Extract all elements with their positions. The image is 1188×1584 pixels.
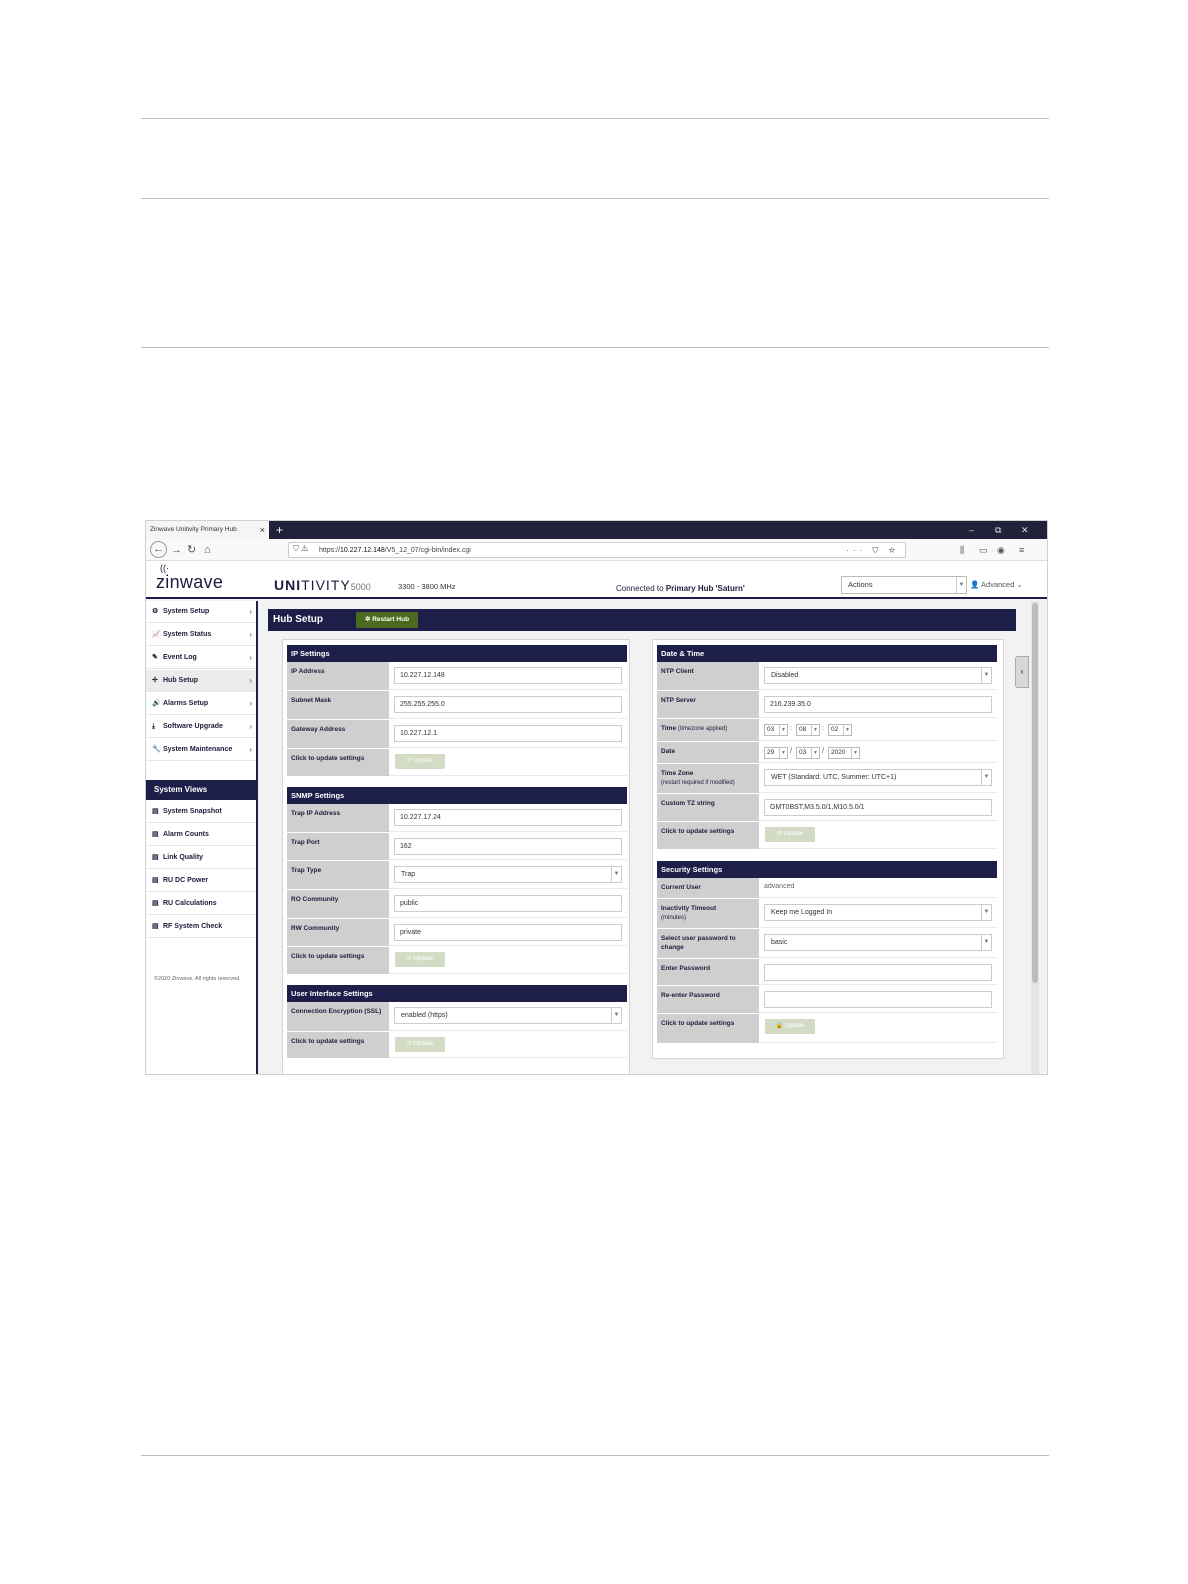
field-label: RW Community: [287, 919, 389, 946]
timeout-select[interactable]: Keep me Logged In ▼: [764, 904, 992, 921]
brand-logo: zinwave: [156, 572, 224, 592]
system-views-heading: System Views: [146, 780, 256, 800]
chevron-right-icon: ›: [249, 699, 252, 708]
field-label: Click to update settings: [287, 947, 389, 974]
current-user-value: advanced: [764, 883, 795, 890]
document-rule-3: [141, 347, 1049, 348]
network-icon: ✢: [152, 677, 158, 684]
rw-community-row: [287, 919, 627, 947]
chevron-down-icon: ▼: [811, 725, 819, 735]
document-rule-1: [141, 118, 1049, 119]
time-hour-select[interactable]: 03 ▼: [764, 724, 788, 736]
wifi-logo-icon: ((·: [160, 563, 169, 573]
new-tab-icon[interactable]: +: [276, 523, 284, 537]
ui-update-row: [287, 1032, 627, 1059]
view-ru-calculations[interactable]: ▤ RU Calculations: [146, 893, 256, 915]
chevron-down-icon: ▼: [851, 748, 859, 758]
chevron-down-icon: ▼: [981, 935, 991, 950]
chevron-down-icon: ▼: [811, 748, 819, 758]
app-header: [146, 561, 1048, 599]
chevron-down-icon: ▼: [611, 1008, 621, 1023]
date-year-select[interactable]: 2020 ▼: [828, 747, 860, 759]
library-icon[interactable]: ⫼: [960, 545, 965, 555]
ntp-server-row: [657, 691, 997, 719]
field-label: Click to update settings: [287, 749, 389, 776]
restart-icon: ✲: [364, 616, 373, 623]
restart-hub-button[interactable]: ✲ Restart Hub: [356, 612, 418, 628]
sidebar-item-system-setup[interactable]: ⚙ System Setup ›: [146, 601, 256, 623]
chevron-down-icon: ▼: [779, 725, 787, 735]
enter-password-input[interactable]: [764, 964, 992, 981]
reenter-password-row: [657, 986, 997, 1014]
refresh-icon: ⟳: [406, 956, 414, 962]
back-icon[interactable]: ←: [150, 541, 167, 558]
timeout-row: [657, 899, 997, 929]
collapse-panel-handle[interactable]: [1015, 656, 1029, 688]
sidebar-item-system-maintenance[interactable]: 🔧 System Maintenance ›: [146, 739, 256, 761]
chevron-down-icon: ▼: [779, 748, 787, 758]
ip-address-row: [287, 662, 627, 691]
field-label: Click to update settings: [657, 1014, 759, 1043]
field-label: Custom TZ string: [657, 794, 759, 821]
ssl-select[interactable]: enabled (https) ▼: [394, 1007, 622, 1024]
field-label: Re-enter Password: [657, 986, 759, 1013]
trap-ip-row: [287, 804, 627, 833]
chevron-right-icon: ›: [249, 653, 252, 662]
date-separator: /: [790, 748, 792, 755]
ip-address-input[interactable]: 10.227.12.148: [394, 667, 622, 684]
chevron-right-icon: ›: [249, 745, 252, 754]
field-label: NTP Server: [657, 691, 759, 718]
security-update-button[interactable]: 🔒 Update: [765, 1019, 815, 1034]
trap-type-select[interactable]: Trap ▼: [394, 866, 622, 883]
snmp-update-row: [287, 947, 627, 975]
table-icon: ▤: [152, 923, 159, 930]
field-label: Inactivity Timeout (minutes): [657, 899, 759, 928]
lock-icon: 🔒: [775, 1023, 785, 1029]
time-separator: :: [822, 725, 824, 732]
wrench-icon: 🔧: [152, 746, 161, 753]
panel-title: User Interface Settings: [287, 985, 627, 1002]
field-label: Gateway Address: [287, 720, 389, 748]
chevron-down-icon: ▼: [981, 668, 991, 683]
sidebar-item-alarms-setup[interactable]: 🔊 Alarms Setup ›: [146, 693, 256, 715]
url-text: https://10.227.12.148/V5_12_07/cgi-bin/index.cgi: [319, 547, 471, 554]
custom-tz-input[interactable]: GMT0BST,M3.5.0/1,M10.5.0/1: [764, 799, 992, 816]
timezone-row: [657, 764, 997, 794]
time-minute-select[interactable]: 08 ▼: [796, 724, 820, 736]
copyright: ©2020 Zinwave. All rights reserved.: [154, 976, 241, 982]
panel-title: Security Settings: [657, 861, 997, 878]
date-row: [657, 742, 997, 764]
trap-port-input[interactable]: 162: [394, 838, 622, 855]
field-label: Time (timezone applied): [657, 719, 759, 741]
date-time-panel: [657, 645, 997, 851]
chevron-right-icon: ›: [249, 630, 252, 639]
sidebar: [146, 601, 258, 1075]
refresh-icon: ⟳: [776, 831, 784, 837]
view-link-quality[interactable]: ▤ Link Quality: [146, 847, 256, 869]
view-ru-dc-power[interactable]: ▤ RU DC Power: [146, 870, 256, 892]
screenshot: [145, 520, 1048, 1075]
browser-nav-bar: [146, 539, 1048, 561]
field-label: Enter Password: [657, 959, 759, 985]
snmp-settings-panel: [287, 787, 627, 977]
speaker-icon: 🔊: [152, 700, 161, 707]
ro-community-input[interactable]: public: [394, 895, 622, 912]
url-bar[interactable]: [288, 542, 906, 558]
panel-title: SNMP Settings: [287, 787, 627, 804]
sidebar-item-software-upgrade[interactable]: ⤓ Software Upgrade ›: [146, 716, 256, 738]
gear-icon: ⚙: [152, 608, 159, 615]
main-content: [268, 609, 1016, 1075]
reload-icon[interactable]: ↻: [187, 544, 197, 556]
user-icon: 👤: [970, 580, 980, 589]
connection-status: Connected to Primary Hub 'Saturn': [616, 584, 745, 593]
actions-dropdown[interactable]: Actions ▼: [841, 576, 967, 594]
download-icon: ⤓: [152, 723, 156, 730]
field-label: Select user password to change: [657, 929, 759, 958]
page-title: Hub Setup: [273, 614, 323, 625]
panel-title: IP Settings: [287, 645, 627, 662]
chevron-down-icon: ⌄: [1016, 580, 1023, 589]
ro-community-row: [287, 890, 627, 919]
field-label: RO Community: [287, 890, 389, 918]
field-label: Date: [657, 742, 759, 763]
account-icon[interactable]: ◉: [997, 545, 1005, 555]
field-label: Connection Encryption (SSL): [287, 1002, 389, 1031]
ssl-row: [287, 1002, 627, 1032]
trap-type-row: [287, 861, 627, 890]
edit-icon: ✎: [152, 654, 158, 661]
sidebar-item-system-status[interactable]: 📈 System Status ›: [146, 624, 256, 646]
ntp-server-input[interactable]: 216.239.35.0: [764, 696, 992, 713]
enter-password-row: [657, 959, 997, 986]
tab-close-icon[interactable]: ×: [259, 525, 265, 535]
subnet-mask-row: [287, 691, 627, 720]
ui-update-button[interactable]: ⟳ Update: [395, 1037, 445, 1052]
date-separator: /: [822, 748, 824, 755]
frequency-band: 3300 - 3800 MHz: [398, 582, 456, 591]
ui-settings-panel: [287, 985, 627, 1065]
ip-settings-panel: [287, 645, 627, 779]
field-label: NTP Client: [657, 662, 759, 690]
table-icon: ▤: [152, 900, 159, 907]
reenter-password-input[interactable]: [764, 991, 992, 1008]
document-rule-4: [141, 1455, 1049, 1456]
custom-tz-row: [657, 794, 997, 822]
forward-icon[interactable]: →: [171, 544, 182, 556]
field-label: Trap IP Address: [287, 804, 389, 832]
field-label: IP Address: [287, 662, 389, 690]
ip-update-row: [287, 749, 627, 777]
view-alarm-counts[interactable]: ▤ Alarm Counts: [146, 824, 256, 846]
ntp-client-row: [657, 662, 997, 691]
chevron-down-icon: ▼: [981, 905, 991, 920]
gateway-row: [287, 720, 627, 749]
gateway-input[interactable]: 10.227.12.1: [394, 725, 622, 742]
ntp-client-select[interactable]: Disabled ▼: [764, 667, 992, 684]
restore-icon[interactable]: ⧉: [995, 525, 1002, 535]
scrollbar-thumb[interactable]: [1032, 603, 1038, 983]
field-label: Subnet Mask: [287, 691, 389, 719]
browser-tab-bar: [146, 521, 1048, 539]
trap-port-row: [287, 833, 627, 861]
product-name: UNITIVITY5000: [274, 577, 371, 593]
panel-title: Date & Time: [657, 645, 997, 662]
chevron-down-icon: ▼: [981, 770, 991, 785]
time-row: [657, 719, 997, 742]
chevron-right-icon: ›: [249, 607, 252, 616]
security-update-row: [657, 1014, 997, 1044]
chevron-down-icon: ▼: [611, 867, 621, 882]
field-label: Trap Type: [287, 861, 389, 889]
menu-icon[interactable]: ≡: [1019, 545, 1025, 555]
ip-update-button[interactable]: ⟳ Update: [395, 754, 445, 769]
current-user-row: [657, 878, 997, 899]
chevron-down-icon: ▼: [956, 577, 966, 593]
timezone-select[interactable]: WET (Standard: UTC, Summer: UTC+1) ▼: [764, 769, 992, 786]
lock-warning-icon: ⛉ ⚠: [293, 544, 309, 553]
time-second-select[interactable]: 02 ▼: [828, 724, 852, 736]
field-label: Current User: [657, 878, 759, 898]
refresh-icon: ⟳: [406, 758, 414, 764]
user-menu[interactable]: 👤 Advanced ⌄: [970, 580, 1023, 589]
browser-tab-title: Zinwave Unitivity Primary Hub: [150, 526, 237, 533]
refresh-icon: ⟳: [406, 1041, 414, 1047]
table-icon: ▤: [152, 808, 159, 815]
window-close-icon[interactable]: ✕: [1021, 525, 1029, 535]
table-icon: ▤: [152, 831, 159, 838]
chevron-left-icon: ‹: [1020, 667, 1024, 676]
chevron-right-icon: ›: [249, 676, 252, 685]
security-settings-panel: [657, 861, 997, 1049]
datetime-update-row: [657, 822, 997, 850]
sidebar-item-hub-setup[interactable]: ✢ Hub Setup ›: [146, 670, 256, 692]
time-separator: :: [790, 725, 792, 732]
select-user-select[interactable]: basic ▼: [764, 934, 992, 951]
table-icon: ▤: [152, 877, 159, 884]
snmp-update-button[interactable]: ⟳ Update: [395, 952, 445, 967]
field-label: Trap Port: [287, 833, 389, 860]
browser-tab[interactable]: [146, 521, 269, 539]
document-rule-2: [141, 198, 1049, 199]
field-label: Click to update settings: [657, 822, 759, 849]
home-icon[interactable]: ⌂: [204, 544, 211, 556]
chart-icon: 📈: [152, 631, 161, 638]
sidebar-toggle-icon[interactable]: ▭: [979, 545, 988, 555]
chevron-down-icon: ▼: [843, 725, 851, 735]
date-month-select[interactable]: 03 ▼: [796, 747, 820, 759]
minimize-icon[interactable]: –: [969, 525, 975, 535]
page-header: [268, 609, 1016, 631]
chevron-right-icon: ›: [249, 722, 252, 731]
datetime-update-button[interactable]: ⟳ Update: [765, 827, 815, 842]
url-actions-icon[interactable]: ··· ⛉ ☆: [846, 546, 899, 555]
subnet-mask-input[interactable]: 255.255.255.0: [394, 696, 622, 713]
table-icon: ▤: [152, 854, 159, 861]
view-system-snapshot[interactable]: ▤ System Snapshot: [146, 801, 256, 823]
date-day-select[interactable]: 29 ▼: [764, 747, 788, 759]
field-label: Click to update settings: [287, 1032, 389, 1058]
trap-ip-input[interactable]: 10.227.17.24: [394, 809, 622, 826]
field-label: Time Zone (restart required if modified): [657, 764, 759, 793]
rw-community-input[interactable]: private: [394, 924, 622, 941]
view-rf-system-check[interactable]: ▤ RF System Check: [146, 916, 256, 938]
sidebar-item-event-log[interactable]: ✎ Event Log ›: [146, 647, 256, 669]
select-user-row: [657, 929, 997, 959]
